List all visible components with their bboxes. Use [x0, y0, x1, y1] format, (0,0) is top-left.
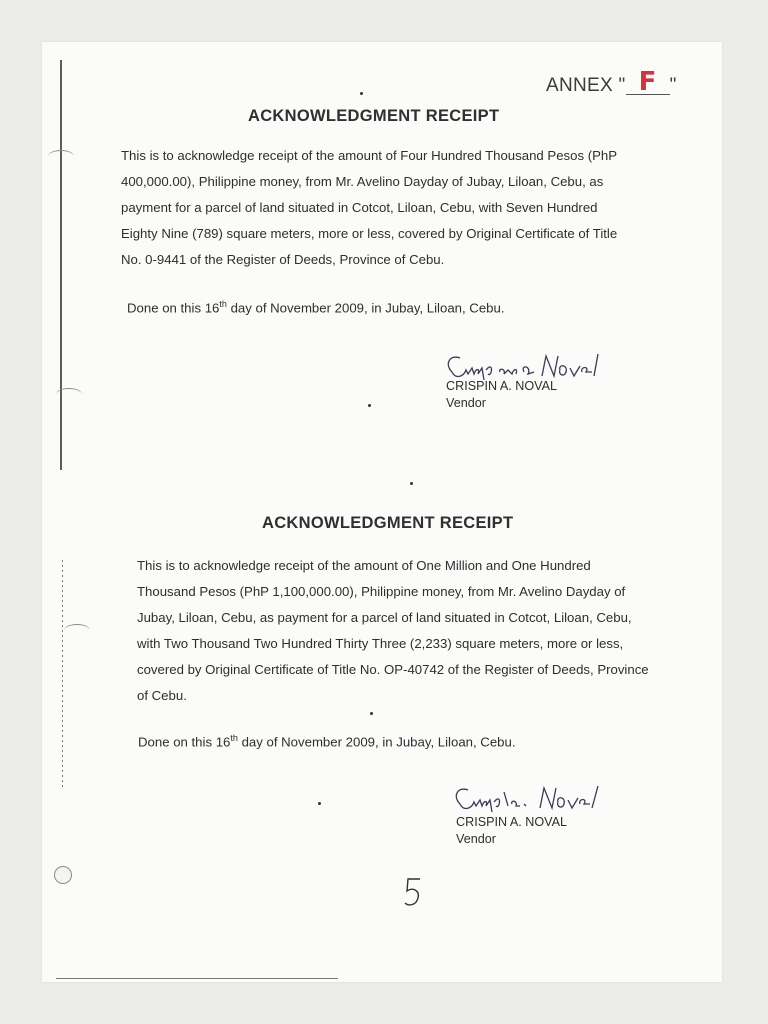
receipt-2-title: ACKNOWLEDGMENT RECEIPT: [262, 514, 514, 532]
margin-line-dotted: [62, 560, 63, 790]
receipt-2-signer-role: Vendor: [456, 832, 496, 846]
annex-close: ": [669, 75, 677, 96]
receipt-2-signature: [450, 780, 610, 818]
page-number-handwritten: [402, 876, 424, 910]
receipt-1-line: This is to acknowledge receipt of the amount of Four Hundred Thousand Pesos (PhP: [121, 148, 618, 163]
date-prefix: Done on this 16: [127, 300, 220, 316]
date-suffix: day of November 2009, in Jubay, Liloan, Cebu.: [237, 734, 516, 750]
bottom-rule: [56, 978, 338, 979]
receipt-2-body: [137, 553, 655, 709]
receipt-2-line: Jubay, Liloan, Cebu, as payment for a parcel of land situated in Cotcot, Liloan, Cebu,: [137, 610, 632, 625]
receipt-1-title: ACKNOWLEDGMENT RECEIPT: [248, 107, 500, 125]
receipt-2-line: Thousand Pesos (PhP 1,100,000.00), Philippine money, from Mr. Avelino Dayday of: [137, 584, 626, 599]
punch-hole-mark: [48, 150, 74, 163]
punch-hole-mark: [56, 388, 82, 401]
receipt-1-line: No. 0-9441 of the Register of Deeds, Province of Cebu.: [121, 252, 445, 267]
receipt-1-line: 400,000.00), Philippine money, from Mr. Avelino Dayday of Jubay, Liloan, Cebu, as: [121, 174, 604, 189]
receipt-2-signer-name: CRISPIN A. NOVAL: [456, 815, 568, 829]
date-ordinal: th: [219, 299, 227, 309]
annex-label: [546, 67, 677, 97]
scan-speck: [318, 802, 321, 805]
scan-speck: [368, 404, 371, 407]
date-suffix: day of November 2009, in Jubay, Liloan, Cebu.: [226, 300, 505, 316]
scan-speck: [370, 712, 373, 715]
receipt-1-signer-role: Vendor: [446, 396, 486, 410]
annex-letter: F: [626, 70, 670, 95]
receipt-2-line: of Cebu.: [137, 688, 187, 703]
receipt-1-line: Eighty Nine (789) square meters, more or less, covered by Original Certificate of Title: [121, 226, 618, 241]
receipt-1-line: payment for a parcel of land situated in Cotcot, Liloan, Cebu, with Seven Hundred: [121, 200, 598, 215]
scan-speck: [360, 92, 363, 95]
punch-hole-mark: [64, 624, 90, 637]
date-prefix: Done on this 16: [138, 734, 231, 750]
annex-prefix: ANNEX ": [546, 75, 626, 96]
receipt-2-date-line: [138, 733, 516, 749]
receipt-1-body: [121, 143, 643, 273]
receipt-1-date-line: [127, 299, 505, 315]
receipt-2-line: covered by Original Certificate of Title No. OP-40742 of the Register of Deeds, Province: [137, 662, 649, 677]
receipt-1-signer-name: CRISPIN A. NOVAL: [446, 379, 558, 393]
date-ordinal: th: [230, 733, 238, 743]
scan-speck: [410, 482, 413, 485]
receipt-2-line: This is to acknowledge receipt of the amount of One Million and One Hundred: [137, 558, 591, 573]
punch-hole: [54, 866, 72, 884]
margin-line: [60, 60, 62, 470]
receipt-2-line: with Two Thousand Two Hundred Thirty Three (2,233) square meters, more or less,: [137, 636, 624, 651]
